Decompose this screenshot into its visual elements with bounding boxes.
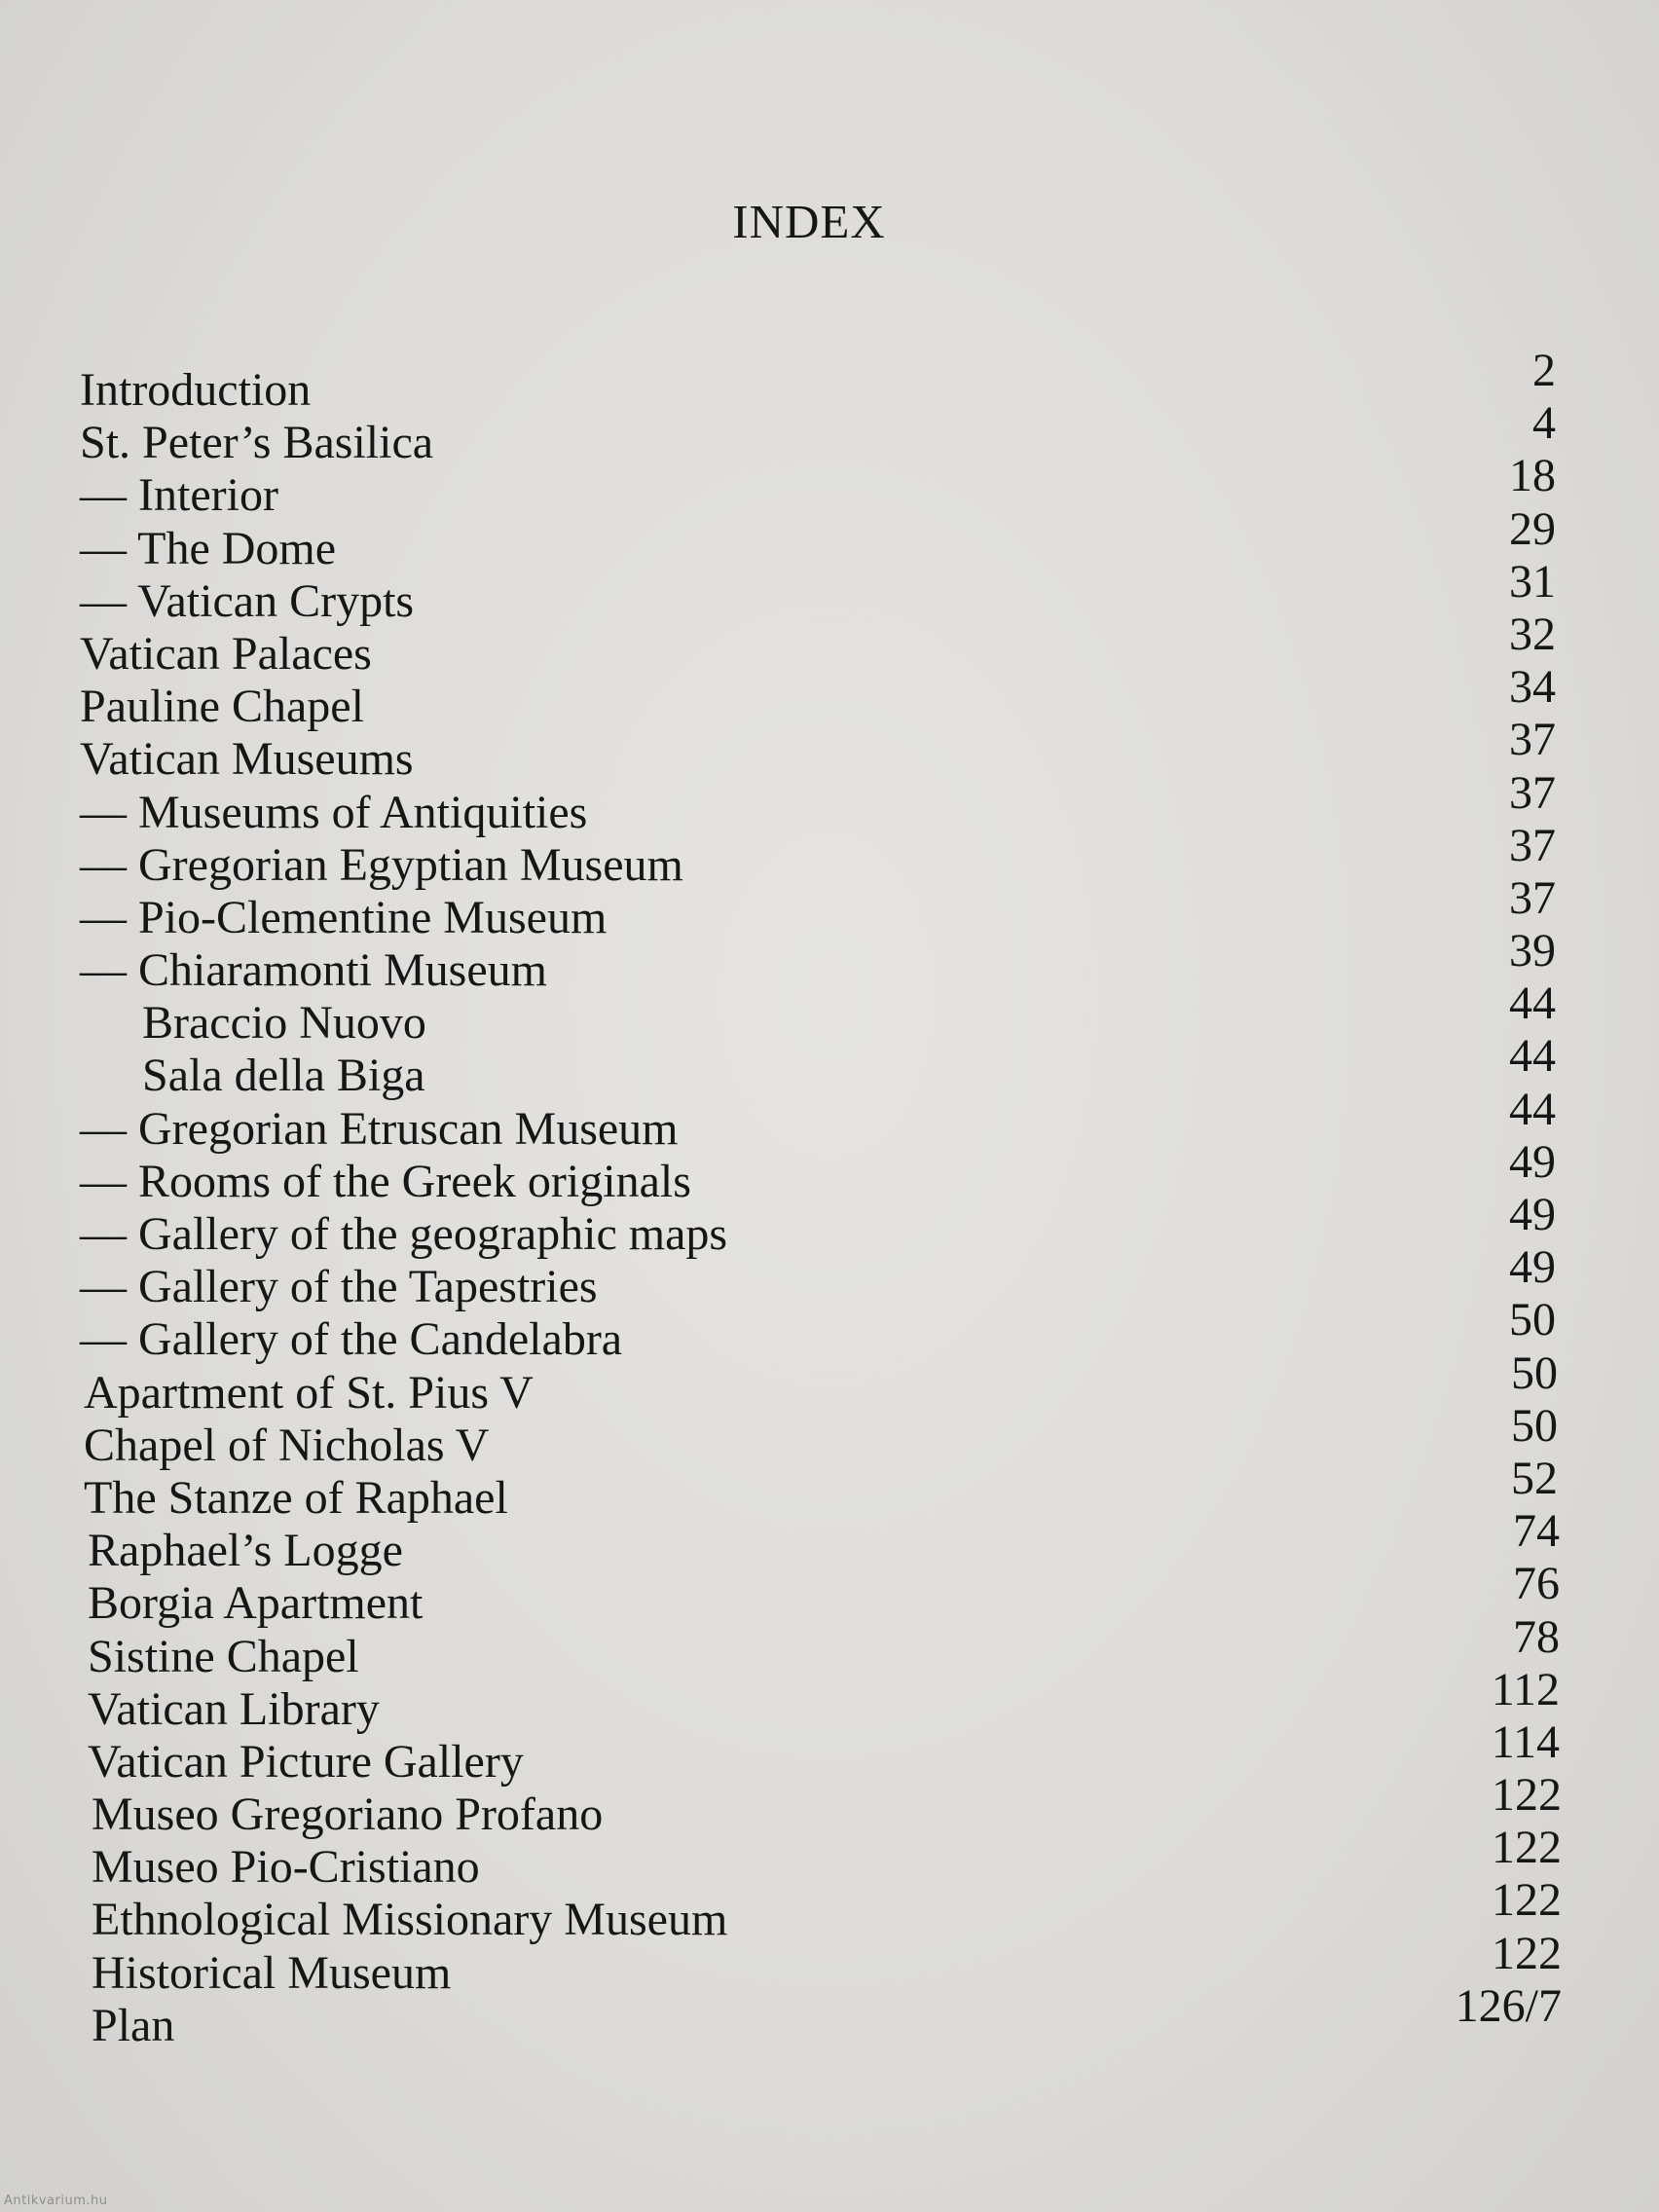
index-entry-chiaramonti-museum (0, 925, 1659, 997)
entry-page-number: 29 (1509, 502, 1556, 555)
entry-title: Historical Museum (92, 1946, 452, 1999)
entry-title: Vatican Palaces (80, 627, 372, 680)
entry-title: St. Peter’s Basilica (80, 417, 434, 469)
entry-title: Vatican Picture Gallery (88, 1735, 524, 1788)
entry-title: — Interior (80, 469, 278, 522)
index-entry-vatican-library (0, 1663, 1659, 1735)
entry-page-number: 50 (1511, 1399, 1558, 1452)
entry-page-number: 37 (1509, 766, 1556, 819)
entry-title: — The Dome (80, 522, 337, 574)
entry-title: Borgia Apartment (88, 1577, 424, 1630)
entry-title: — Gregorian Etruscan Museum (80, 1102, 679, 1155)
index-entry-rooms-of-the-greek-originals (0, 1135, 1659, 1207)
entry-title: — Chiaramonti Museum (80, 944, 547, 997)
entry-title: Introduction (80, 364, 312, 416)
entry-page-number: 74 (1513, 1505, 1560, 1558)
entry-title: — Gallery of the Tapestries (80, 1261, 598, 1313)
entry-title: Raphael’s Logge (88, 1525, 403, 1577)
index-entry-plan (0, 1979, 1659, 2051)
index-entry-the-stanze-of-raphael (0, 1452, 1659, 1524)
index-entry-vatican-crypts (0, 555, 1659, 627)
index-entry-apartment-of-st-pius-v (0, 1346, 1659, 1419)
entry-page-number: 78 (1513, 1610, 1560, 1663)
entry-title: Apartment of St. Pius V (84, 1366, 534, 1419)
index-entry-gregorian-egyptian-museum (0, 819, 1659, 891)
index-entry-braccio-nuovo (0, 977, 1659, 1050)
index-entry-historical-museum (0, 1927, 1659, 1999)
entry-page-number: 112 (1491, 1663, 1560, 1715)
entry-page-number: 49 (1509, 1241, 1556, 1294)
index-entry-introduction (0, 345, 1659, 416)
index-entry-pauline-chapel (0, 661, 1659, 733)
entry-page-number: 39 (1509, 925, 1556, 977)
entry-page-number: 44 (1509, 1030, 1556, 1083)
entry-page-number: 122 (1492, 1927, 1562, 1979)
index-entry-vatican-picture-gallery (0, 1715, 1659, 1788)
watermark: Antikvarium.hu (4, 2194, 108, 2208)
entry-page-number: 18 (1509, 450, 1556, 502)
entry-page-number: 34 (1509, 661, 1556, 714)
index-entry-gallery-of-the-candelabra (0, 1294, 1659, 1366)
entry-page-number: 49 (1509, 1135, 1556, 1188)
entry-title: — Rooms of the Greek originals (80, 1155, 691, 1207)
index-entry-chapel-of-nicholas-v (0, 1399, 1659, 1471)
entry-title: — Gallery of the Candelabra (80, 1313, 623, 1366)
entry-page-number: 76 (1513, 1558, 1560, 1610)
entry-page-number: 44 (1509, 1083, 1556, 1135)
entry-title: — Pio-Clementine Museum (80, 891, 608, 943)
index-entry-museo-gregoriano-profano (0, 1769, 1659, 1841)
index-entry-st-peters-basilica (0, 397, 1659, 469)
entry-title: — Gregorian Egyptian Museum (80, 838, 683, 891)
entry-title: Plan (92, 1999, 175, 2051)
entry-page-number: 50 (1509, 1294, 1556, 1346)
index-entry-gregorian-etruscan-museum (0, 1083, 1659, 1155)
entry-title: Chapel of Nicholas V (84, 1419, 490, 1471)
entry-page-number: 31 (1509, 555, 1556, 608)
entry-title: Sala della Biga (142, 1050, 425, 1102)
entry-title: — Gallery of the geographic maps (80, 1208, 728, 1260)
index-entry-museums-of-antiquities (0, 766, 1659, 838)
entry-page-number: 37 (1509, 871, 1556, 924)
entry-title: Pauline Chapel (80, 681, 364, 733)
index-entry-borgia-apartment (0, 1558, 1659, 1630)
entry-page-number: 49 (1509, 1189, 1556, 1240)
index-entry-pio-clementine-museum (0, 871, 1659, 943)
index-entry-gallery-of-the-tapestries (0, 1241, 1659, 1313)
index-entry-gallery-of-the-geographic-maps (0, 1189, 1659, 1260)
page-title: INDEX (732, 195, 886, 248)
index-list (0, 345, 1659, 2051)
entry-page-number: 52 (1511, 1452, 1558, 1504)
index-entry-ethnological-missionary-museum (0, 1874, 1659, 1946)
entry-page-number: 126/7 (1455, 1979, 1562, 2032)
entry-page-number: 122 (1492, 1769, 1562, 1822)
index-entry-vatican-palaces (0, 608, 1659, 680)
entry-title: Braccio Nuovo (142, 997, 426, 1050)
entry-page-number: 122 (1492, 1874, 1562, 1927)
entry-title: Vatican Museums (80, 733, 414, 786)
entry-page-number: 37 (1509, 714, 1556, 766)
entry-title: Museo Gregoriano Profano (92, 1788, 604, 1841)
entry-page-number: 44 (1509, 977, 1556, 1030)
entry-title: The Stanze of Raphael (84, 1471, 508, 1524)
index-entry-raphaels-logge (0, 1505, 1659, 1577)
entry-page-number: 32 (1509, 608, 1556, 660)
index-entry-sala-della-biga (0, 1030, 1659, 1102)
entry-page-number: 114 (1491, 1715, 1560, 1768)
index-entry-vatican-museums (0, 714, 1659, 786)
index-entry-the-dome (0, 502, 1659, 574)
entry-title: — Museums of Antiquities (80, 786, 588, 838)
entry-page-number: 2 (1532, 345, 1556, 396)
entry-page-number: 50 (1511, 1346, 1558, 1399)
index-entry-interior (0, 450, 1659, 522)
entry-title: — Vatican Crypts (80, 574, 415, 627)
entry-page-number: 122 (1492, 1822, 1562, 1874)
entry-title: Sistine Chapel (88, 1630, 359, 1682)
entry-page-number: 4 (1532, 397, 1556, 450)
index-entry-museo-pio-cristiano (0, 1822, 1659, 1894)
entry-title: Vatican Library (88, 1682, 380, 1735)
entry-page-number: 37 (1509, 819, 1556, 871)
index-entry-sistine-chapel (0, 1610, 1659, 1682)
entry-title: Ethnological Missionary Museum (92, 1894, 728, 1946)
entry-title: Museo Pio-Cristiano (92, 1841, 480, 1894)
